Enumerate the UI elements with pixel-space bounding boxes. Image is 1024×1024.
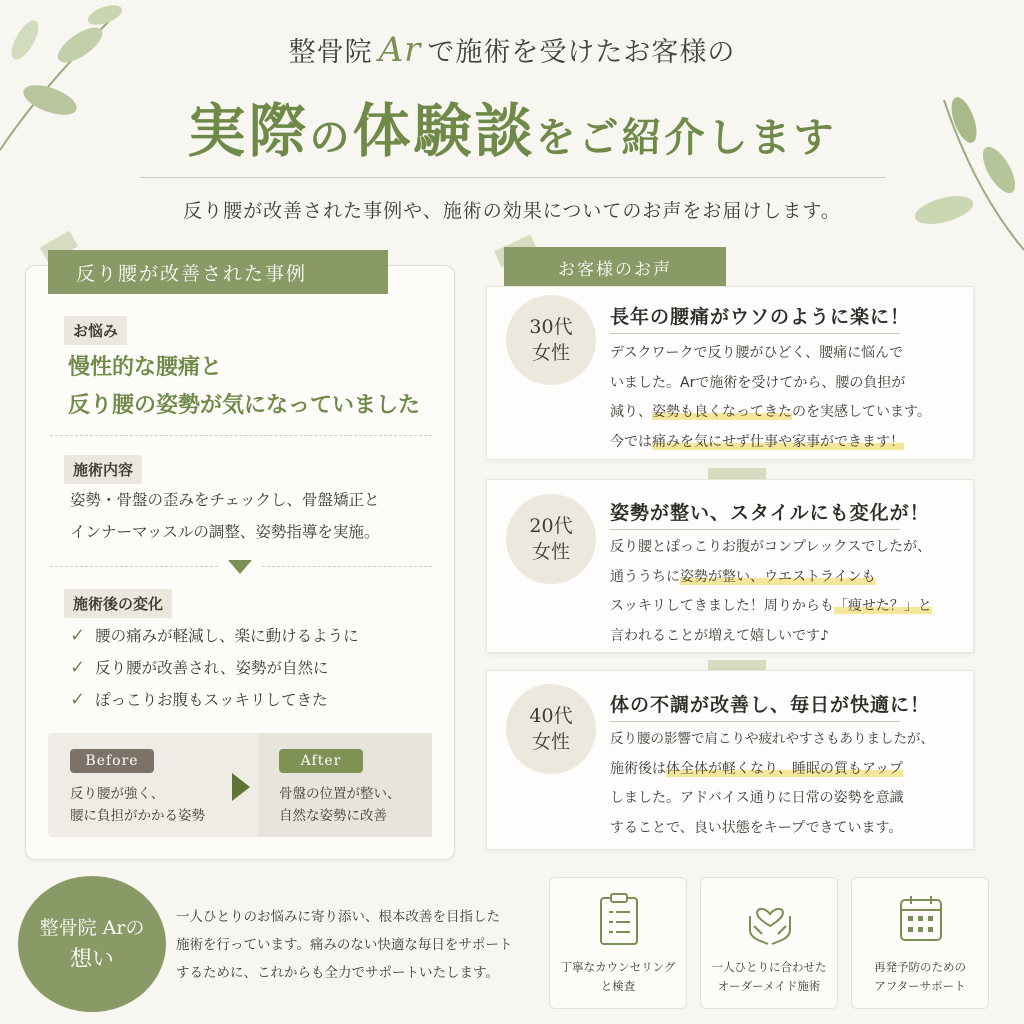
check-icon: ✓ [70, 656, 86, 678]
voice-highlight: 体全体が軽くなり、睡眠の質もアップ [666, 760, 904, 777]
voice-line [610, 563, 970, 593]
feature-after-support [851, 877, 989, 1009]
voice-line: いました。Arで施術を受けてから、腰の負担が [610, 374, 906, 391]
divider [50, 566, 218, 567]
lead-text: 反り腰が改善された事例や、施術の効果についてのお声をお届けします。 [183, 200, 841, 222]
voice-text: のを実感しています。 [792, 404, 931, 420]
feature-line-2: と検査 [600, 979, 636, 993]
check-icon: ✓ [70, 624, 86, 646]
voice-line: 言われることが増えて嬉しいです♪ [610, 627, 829, 644]
voice-highlight: 姿勢も良くなってきた [652, 404, 792, 420]
voice-highlight: 「痩せた？」と [833, 598, 932, 614]
voice-line: デスクワークで反り腰がひどく、腰痛に悩んで [610, 345, 904, 361]
voice-line [610, 592, 970, 622]
change-text: 腰の痛みが軽減し、楽に動けるように [95, 627, 359, 645]
age-text: 30代 [529, 316, 573, 338]
philosophy-line: するために、これからも全力でサポートいたします。 [176, 965, 499, 981]
arrow-right-icon [232, 773, 250, 801]
voice-title-rule [610, 721, 900, 722]
case-ribbon: 反り腰が改善された事例 [48, 250, 388, 294]
subtitle-rest: で施術を受けたお客様の [427, 37, 736, 68]
voice-line: 反り腰の影響で肩こりや疲れやすさもありましたが、 [610, 731, 934, 747]
title-part-1: 実際 [187, 97, 310, 165]
after-text [279, 783, 401, 827]
voice-line: することで、良い状態をキープできています。 [610, 819, 903, 836]
before-text [70, 783, 205, 827]
worry-line-2: 反り腰の姿勢が気になっていました [68, 392, 421, 418]
feature-line-1: 再発予防のための [874, 960, 966, 974]
voice-line: しました。アドバイス通りに日常の姿勢を意識 [610, 790, 904, 806]
voice-highlight: 姿勢が整い、ウエストラインも [680, 568, 876, 585]
feature-line-2: オーダーメイド施術 [717, 979, 821, 993]
voice-highlight: 痛みを気にせず仕事や家事ができます！ [652, 433, 904, 450]
heart-hands-icon [746, 892, 794, 946]
page-title [0, 84, 1024, 168]
after-change-tag: 施術後の変化 [64, 589, 172, 618]
treatment-line-1: 姿勢・骨盤の歪みをチェックし、骨盤矯正と [70, 491, 380, 509]
feature-line-2: アフターサポート [874, 979, 966, 993]
voice-body [610, 339, 970, 457]
before-line-2: 腰に負担がかかる姿勢 [70, 808, 205, 824]
divider [262, 566, 432, 567]
philosophy-text [176, 903, 536, 987]
worry-text [68, 348, 448, 424]
feature-label [550, 958, 686, 996]
voice-text: 減り、 [610, 404, 652, 420]
before-badge: Before [70, 749, 154, 773]
feature-custom-treatment [700, 877, 838, 1009]
voice-line [610, 755, 970, 785]
treatment-line-2: インナーマッスルの調整、姿勢指導を実施。 [70, 523, 380, 541]
voice-title-rule [610, 529, 900, 530]
voice-text: 通ううちに [610, 568, 680, 585]
feature-line-1: 一人ひとりに合わせた [711, 960, 827, 974]
gender-text: 女性 [531, 342, 570, 364]
treatment-text [70, 484, 380, 548]
philosophy-badge-line-1: 整骨院 Arの [39, 917, 145, 939]
worry-line-1: 慢性的な腰痛と [68, 354, 223, 380]
worry-tag: お悩み [64, 316, 127, 345]
before-line-1: 反り腰が強く、 [70, 786, 165, 802]
check-icon: ✓ [70, 688, 86, 710]
change-item [70, 688, 327, 710]
voice-line [610, 398, 970, 428]
voice-title-rule [610, 333, 900, 334]
feature-label [852, 958, 988, 996]
subtitle-clinic: 整骨院 [288, 37, 373, 68]
voice-body [610, 533, 970, 651]
after-line-1: 骨盤の位置が整い、 [279, 786, 401, 802]
title-part-3: 体験談 [352, 97, 536, 165]
subtitle-brand: Ar [378, 30, 422, 70]
voice-title: 体の不調が改善し、毎日が快適に！ [610, 694, 931, 716]
age-text: 40代 [529, 705, 573, 727]
clipboard-icon [597, 892, 641, 946]
philosophy-badge [18, 876, 166, 1012]
feature-counseling [549, 877, 687, 1009]
treatment-tag: 施術内容 [64, 455, 142, 484]
philosophy-badge-line-2: 想い [69, 947, 114, 972]
calendar-icon [898, 894, 944, 944]
voice-line [610, 428, 970, 458]
voice-text: 施術後は [610, 760, 666, 777]
philosophy-line: 施術を行っています。痛みのない快適な毎日をサポート [176, 937, 513, 953]
feature-line-1: 丁寧なカウンセリング [560, 960, 676, 974]
age-text: 20代 [529, 515, 573, 537]
age-badge [506, 494, 596, 584]
title-part-2: の [309, 114, 353, 161]
age-badge [506, 684, 596, 774]
voice-text: スッキリしてきました！周りからも [610, 598, 834, 614]
voice-body [610, 725, 970, 843]
voice-line: 反り腰とぽっこりお腹がコンプレックスでしたが、 [610, 539, 932, 555]
change-text: 反り腰が改善され、姿勢が自然に [95, 659, 329, 677]
voices-ribbon: お客様のお声 [504, 247, 726, 287]
philosophy-line: 一人ひとりのお悩みに寄り添い、根本改善を目指した [176, 909, 500, 925]
change-item [70, 656, 329, 678]
title-divider [140, 177, 886, 178]
divider [50, 435, 432, 436]
gender-text: 女性 [531, 541, 570, 563]
after-badge: After [279, 749, 363, 773]
feature-label [701, 958, 837, 996]
age-badge [506, 295, 596, 385]
arrow-down-icon [228, 560, 252, 574]
voice-title: 長年の腰痛がウソのように楽に！ [610, 306, 911, 328]
after-line-2: 自然な姿勢に改善 [279, 808, 387, 824]
gender-text: 女性 [531, 731, 570, 753]
change-text: ぽっこりお腹もスッキリしてきた [95, 691, 328, 709]
change-item [70, 624, 359, 646]
subtitle [0, 30, 1024, 70]
title-part-4: をご紹介します [535, 114, 837, 161]
voice-title: 姿勢が整い、スタイルにも変化が！ [610, 502, 930, 524]
voice-text: 今では [610, 433, 652, 450]
